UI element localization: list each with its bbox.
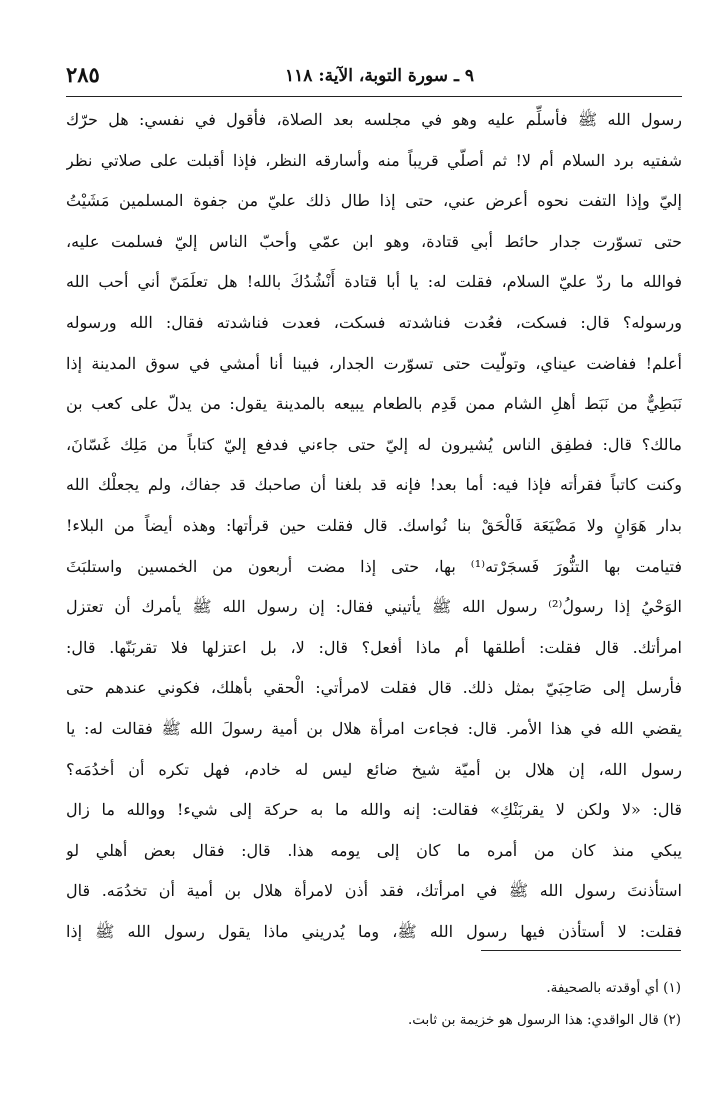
page-number: ٢٨٥ bbox=[66, 62, 100, 87]
text-line: ورسوله؟ قال: فسكت، فعُدت فناشدته فسكت، فعدت فناشدته فقال: الله ورسوله bbox=[66, 312, 682, 332]
text-line: استأذنتَ رسول الله ﷺ في امرأتك، فقد أذن لامرأة هلال بن أمية أن تخدُمَه. قال bbox=[66, 881, 682, 901]
text-line: امرأتك. قال فقلت: أطلقها أم ماذا أفعل؟ قال: لا، بل اعتزلها فلا تقربَنّها. قال: bbox=[66, 637, 682, 657]
text-line: أعلم! ففاضت عيناي، وتولّيت حتى تسوّرت الجدار، فبينا أنا أمشي في سوق المدينة إذا bbox=[66, 353, 682, 373]
text-line: فوالله ما ردّ عليّ السلام، فقلت له: يا أبا قتادة أَنْشُدُكَ بالله! هل تعلَمَنّ أني أحب الله bbox=[66, 272, 682, 292]
text-line: نَبَطِيٌّ من نَبَط أهلِ الشام ممن قَدِم بالطعام يبيعه بالمدينة يقول: من يدلّ على كعب بن bbox=[66, 394, 682, 414]
text-line: يقضي الله في هذا الأمر. قال: فجاءت امرأة هلال بن أمية رسولَ الله ﷺ فقالت له: يا bbox=[66, 718, 682, 738]
text-line: الوَحْيُ إذا رسولُ⁽²⁾ رسول الله ﷺ يأتيني فقال: إن رسول الله ﷺ يأمرك أن تعتزل bbox=[66, 597, 682, 617]
text-line: وكنت كاتباً فقرأته فإذا فيه: أما بعد! فإنه قد بلغنا أن صاحبك قد جفاك، ولم يجعلْك الله bbox=[66, 475, 682, 495]
text-line: مالك؟ قال: فطفِق الناس يُشيرون له إليّ حتى جاءني فدفع إليّ كتاباً من مَلِك غَسّانَ، bbox=[66, 434, 682, 454]
footnote-2: (٢) قال الواقدي: هذا الرسول هو خزيمة بن ثابت. bbox=[407, 1012, 681, 1028]
text-line: شفتيه برد السلام أم لا! ثم أصلّي قريباً منه وأسارقه النظر، فإذا أقبلت على صلاتي نظر bbox=[66, 150, 682, 170]
text-line: بدار هَوَانٍ ولا مَضْيَعَة فَالْحَقْ بنا نُواسك. قال فقلت حين قرأتها: وهذه أيضاً من البلاء! bbox=[66, 515, 682, 535]
header-title: ٩ ـ سورة التوبة، الآية: ١١٨ bbox=[285, 66, 474, 86]
text-line: رسول الله ﷺ فأسلِّم عليه وهو في مجلسه بعد الصلاة، فأقول في نفسي: هل حرّك bbox=[66, 110, 682, 129]
text-line: فأرسل إلى صَاحِبَيّ بمثل ذلك. قال فقلت لامرأتي: الْحقي بأهلك، فكوني عندهم حتى bbox=[66, 678, 682, 698]
footnote-divider bbox=[481, 950, 681, 951]
footnotes bbox=[65, 972, 681, 1036]
text-line: فتيامت بها التنُّورَ فَسجَرْته⁽¹⁾ بها، حتى إذا مضت أربعون من الخمسين واستلبَثَ bbox=[66, 556, 682, 576]
text-line: رسول الله، إن هلال بن أميّة شيخ ضائع ليس له خادم، فهل تكره أن أخدُمَه؟ bbox=[66, 759, 682, 779]
text-line: يبكي منذ كان من أمره ما كان إلى يومه هذا. قال: فقال بعض أهلي لو bbox=[66, 840, 682, 860]
text-line: قال: «لا ولكن لا يقربَنْكِ» فقالت: إنه والله ما به حركة إلى شيء! ووالله ما زال bbox=[66, 800, 682, 820]
header-divider bbox=[66, 96, 682, 97]
text-line: حتى تسوّرت جدار حائط أبي قتادة، وهو ابن عمّي وأحبّ الناس إليّ فسلمت عليه، bbox=[66, 231, 682, 251]
main-text bbox=[66, 100, 682, 952]
text-line: فقلت: لا أستأذن فيها رسول الله ﷺ، وما يُدريني ماذا يقول رسول الله ﷺ إذا bbox=[66, 921, 682, 941]
footnote-1: (١) أي أوقدته بالصحيفة. bbox=[546, 980, 681, 996]
running-header bbox=[66, 62, 682, 92]
text-line: إليّ وإذا التفت نحوه أعرض عني، حتى إذا طال ذلك عليّ من جفوة المسلمين مَشَيْتُ bbox=[66, 191, 682, 211]
